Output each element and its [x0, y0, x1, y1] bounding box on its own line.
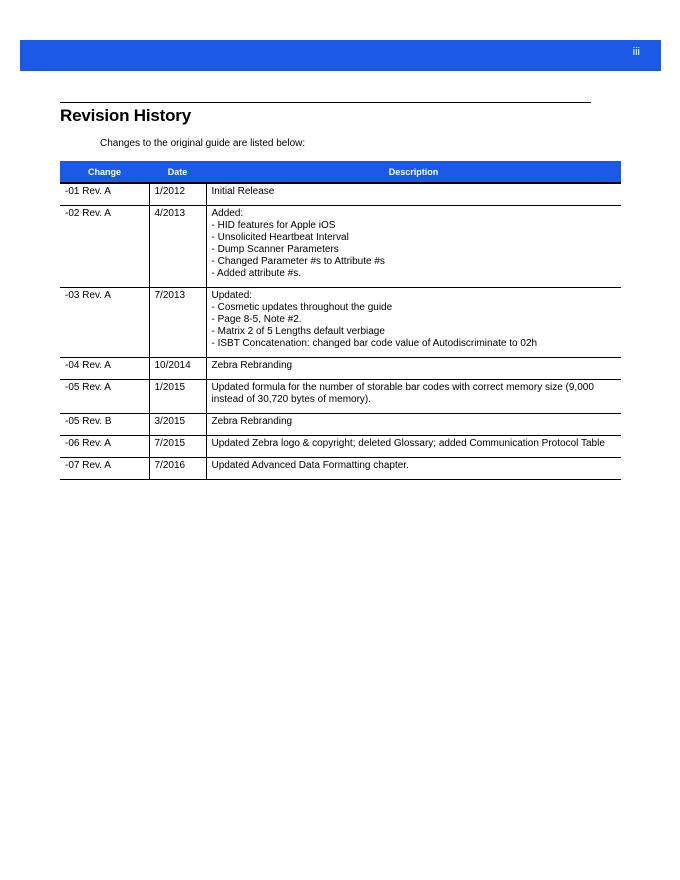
table-row [60, 183, 621, 206]
change-cell: -06 Rev. A [60, 436, 149, 458]
description-cell [206, 414, 621, 436]
table-row [60, 436, 621, 458]
change-cell: -01 Rev. A [60, 183, 149, 206]
revision-rows [60, 183, 621, 480]
date-cell: 7/2015 [149, 436, 206, 458]
description-line: - Page 8-5, Note #2. [211, 314, 302, 325]
change-cell: -02 Rev. A [60, 206, 149, 288]
description-line: Zebra Rebranding [211, 416, 293, 427]
description-cell [206, 358, 621, 380]
description-cell [206, 288, 621, 358]
table-row [60, 206, 621, 288]
column-header-change: Change [60, 161, 149, 183]
date-cell: 7/2016 [149, 458, 206, 480]
change-cell: -05 Rev. A [60, 380, 149, 414]
description-line: - Added attribute #s. [211, 268, 302, 279]
date-cell: 1/2015 [149, 380, 206, 414]
section-title: Revision History [60, 106, 191, 125]
column-header-description: Description [206, 161, 621, 183]
revision-table [60, 161, 621, 480]
header-band [20, 40, 661, 71]
description-line: - HID features for Apple iOS [211, 220, 336, 231]
date-cell: 4/2013 [149, 206, 206, 288]
change-cell: -05 Rev. B [60, 414, 149, 436]
column-header-date: Date [149, 161, 206, 183]
description-line: - Cosmetic updates throughout the guide [211, 302, 393, 313]
table-header-row [60, 161, 621, 183]
description-line: Zebra Rebranding [211, 360, 293, 371]
description-line: - Dump Scanner Parameters [211, 244, 339, 255]
title-rule [60, 102, 591, 103]
description-line: - ISBT Concatenation: changed bar code value of Autodiscriminate to 02h [211, 338, 538, 349]
page-number: iii [632, 46, 640, 58]
description-cell [206, 458, 621, 480]
table-row [60, 358, 621, 380]
table-row [60, 380, 621, 414]
description-line: - Matrix 2 of 5 Lengths default verbiage [211, 326, 385, 337]
description-cell [206, 436, 621, 458]
change-cell: -03 Rev. A [60, 288, 149, 358]
description-line: Updated Zebra logo & copyright; deleted Glossary; added Communication Protocol Table [211, 438, 605, 449]
change-cell: -04 Rev. A [60, 358, 149, 380]
description-line: - Changed Parameter #s to Attribute #s [211, 256, 385, 267]
table-row [60, 288, 621, 358]
table-row [60, 458, 621, 480]
description-line: Updated: [211, 290, 253, 301]
table-row [60, 414, 621, 436]
date-cell: 3/2015 [149, 414, 206, 436]
date-cell: 1/2012 [149, 183, 206, 206]
description-line: Added: [211, 208, 244, 219]
description-line: Updated formula for the number of storable bar codes with correct memory size (9,000 instead of 30,720 bytes of memory). [211, 382, 594, 405]
change-cell: -07 Rev. A [60, 458, 149, 480]
description-cell [206, 206, 621, 288]
date-cell: 10/2014 [149, 358, 206, 380]
date-cell: 7/2013 [149, 288, 206, 358]
description-cell [206, 183, 621, 206]
description-line: Updated Advanced Data Formatting chapter. [211, 460, 409, 471]
description-cell [206, 380, 621, 414]
description-line: Initial Release [211, 186, 275, 197]
description-line: - Unsolicited Heartbeat Interval [211, 232, 349, 243]
intro-text: Changes to the original guide are listed below: [100, 138, 306, 149]
